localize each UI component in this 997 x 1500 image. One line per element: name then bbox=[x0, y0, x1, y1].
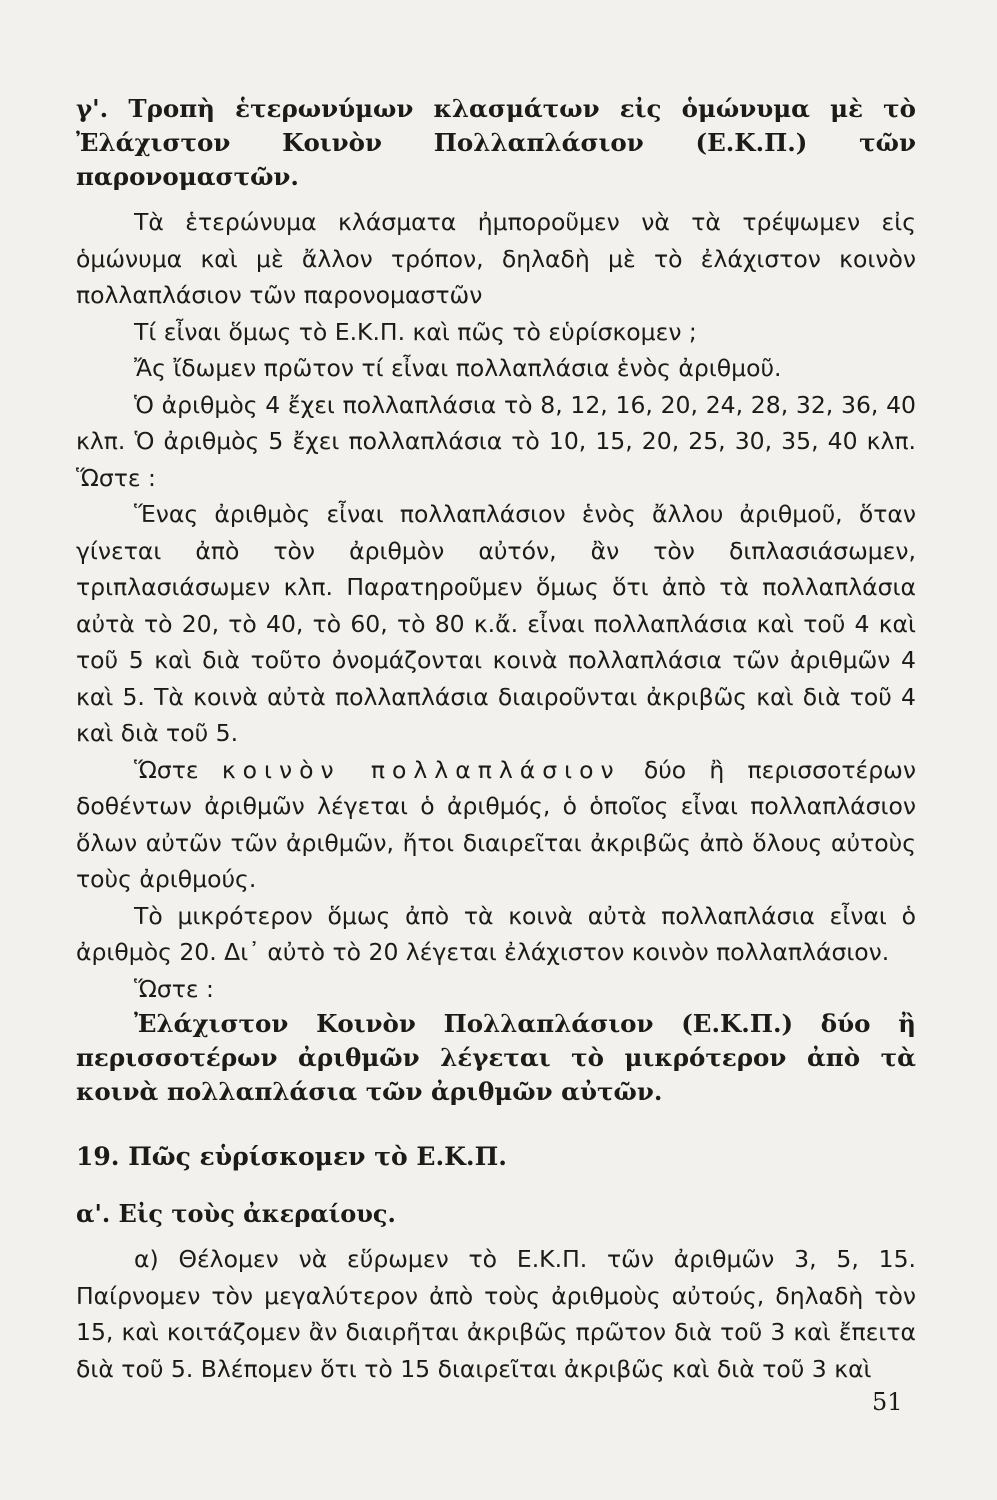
paragraph-definition-common-multiple bbox=[76, 752, 916, 898]
paragraph: Τὸ μικρότερον ὅμως ἀπὸ τὰ κοινὰ αὐτὰ πολλαπλάσια εἶναι ὁ ἀριθμὸς 20. Δι᾽ αὐτὸ τὸ 20 λέγεται ἐλάχιστον κοινὸν πολλαπλάσιον. bbox=[76, 901, 916, 966]
page-content bbox=[76, 92, 916, 1387]
definition-lcm: Ἐλάχιστον Κοινὸν Πολλαπλάσιον (Ε.Κ.Π.) δύο ἢ περισσοτέρων ἀριθμῶν λέγεται τὸ μικρότερον ἀπὸ τὰ κοινὰ πολλαπλάσια τῶν ἀριθμῶν αὐτῶν. bbox=[76, 1009, 916, 1106]
paragraph: Τί εἶναι ὅμως τὸ Ε.Κ.Π. καὶ πῶς τὸ εὑρίσκομεν ; bbox=[134, 317, 697, 346]
heading-gamma: γ'. Τροπὴ ἑτερωνύμων κλασμάτων εἰς ὁμώνυμα μὲ τὸ Ἐλάχιστον Κοινὸν Πολλαπλάσιον (Ε.Κ.Π.) τῶν παρονομαστῶν. bbox=[76, 94, 916, 191]
page-number: 51 bbox=[872, 1388, 903, 1416]
section-heading-19: 19. Πῶς εὑρίσκομεν τὸ Ε.Κ.Π. bbox=[76, 1142, 507, 1171]
paragraph: Ὥστε : bbox=[134, 974, 214, 1003]
paragraph: Ἄς ἴδωμεν πρῶτον τί εἶναι πολλαπλάσια ἑνὸς ἀριθμοῦ. bbox=[134, 354, 782, 382]
paragraph: Ὁ ἀριθμὸς 4 ἔχει πολλαπλάσια τὸ 8, 12, 16, 20, 24, 28, 32, 36, 40 κλπ. Ὁ ἀριθμὸς 5 ἔχει πολλαπλάσια τὸ 10, 15, 20, 25, 30, 35, 40 κλπ. Ὥστε : bbox=[76, 390, 916, 492]
spaced-term: κοινὸν πολλαπλάσιον bbox=[221, 755, 621, 784]
paragraph-alpha: α) Θέλομεν νὰ εὕρωμεν τὸ Ε.Κ.Π. τῶν ἀριθμῶν 3, 5, 15. Παίρνομεν τὸν μεγαλύτερον ἀπὸ τοὺς ἀριθμοὺς αὐτούς, δηλαδὴ τὸν 15, καὶ κοιτάζομεν ἂν διαιρῆται ἀκριβῶς πρῶτον διὰ τοῦ 3 καὶ ἔπειτα διὰ τοῦ 5. Βλέπομεν ὅτι τὸ 15 διαιρεῖται ἀκριβῶς καὶ διὰ τοῦ 3 καὶ bbox=[76, 1245, 916, 1383]
paragraph-rest: δύο ἢ περισσοτέρων δοθέντων ἀριθμῶν λέγεται ὁ ἀριθμός, ὁ ὁποῖος εἶναι πολλαπλάσιον ὅλων αὐτῶν τῶν ἀριθμῶν, ἤτοι διαιρεῖται ἀκριβῶς ἀπὸ ὅλους αὐτοὺς τοὺς ἀριθμούς. bbox=[76, 755, 916, 893]
paragraph-start: Ὥστε bbox=[134, 755, 199, 784]
paragraph: Τὰ ἑτερώνυμα κλάσματα ἠμποροῦμεν νὰ τὰ τρέψωμεν εἰς ὁμώνυμα καὶ μὲ ἄλλον τρόπον, δηλαδὴ μὲ τὸ ἐλάχιστον κοινὸν πολλαπλάσιον τῶν παρονομαστῶν bbox=[76, 208, 916, 309]
paragraph: Ἕνας ἀριθμὸς εἶναι πολλαπλάσιον ἑνὸς ἄλλου ἀριθμοῦ, ὅταν γίνεται ἀπὸ τὸν ἀριθμὸν αὐτόν, ἂν τὸν διπλασιάσωμεν, τριπλασιάσωμεν κλπ. Παρατηροῦμεν ὅμως ὅτι ἀπὸ τὰ πολλαπλάσια αὐτὰ τὸ 20, τὸ 40, τὸ 60, τὸ 80 κ.ἄ. εἶναι πολλαπλάσια καὶ τοῦ 4 καὶ τοῦ 5 καὶ διὰ τοῦτο ὀνομάζονται κοινὰ πολλαπλάσια τῶν ἀριθμῶν 4 καὶ 5. Τὰ κοινὰ αὐτὰ πολλαπλάσια διαιροῦνται ἀκριβῶς καὶ διὰ τοῦ 4 καὶ διὰ τοῦ 5. bbox=[76, 500, 916, 747]
subsection-heading-alpha: α'. Εἰς τοὺς ἀκεραίους. bbox=[76, 1199, 396, 1228]
